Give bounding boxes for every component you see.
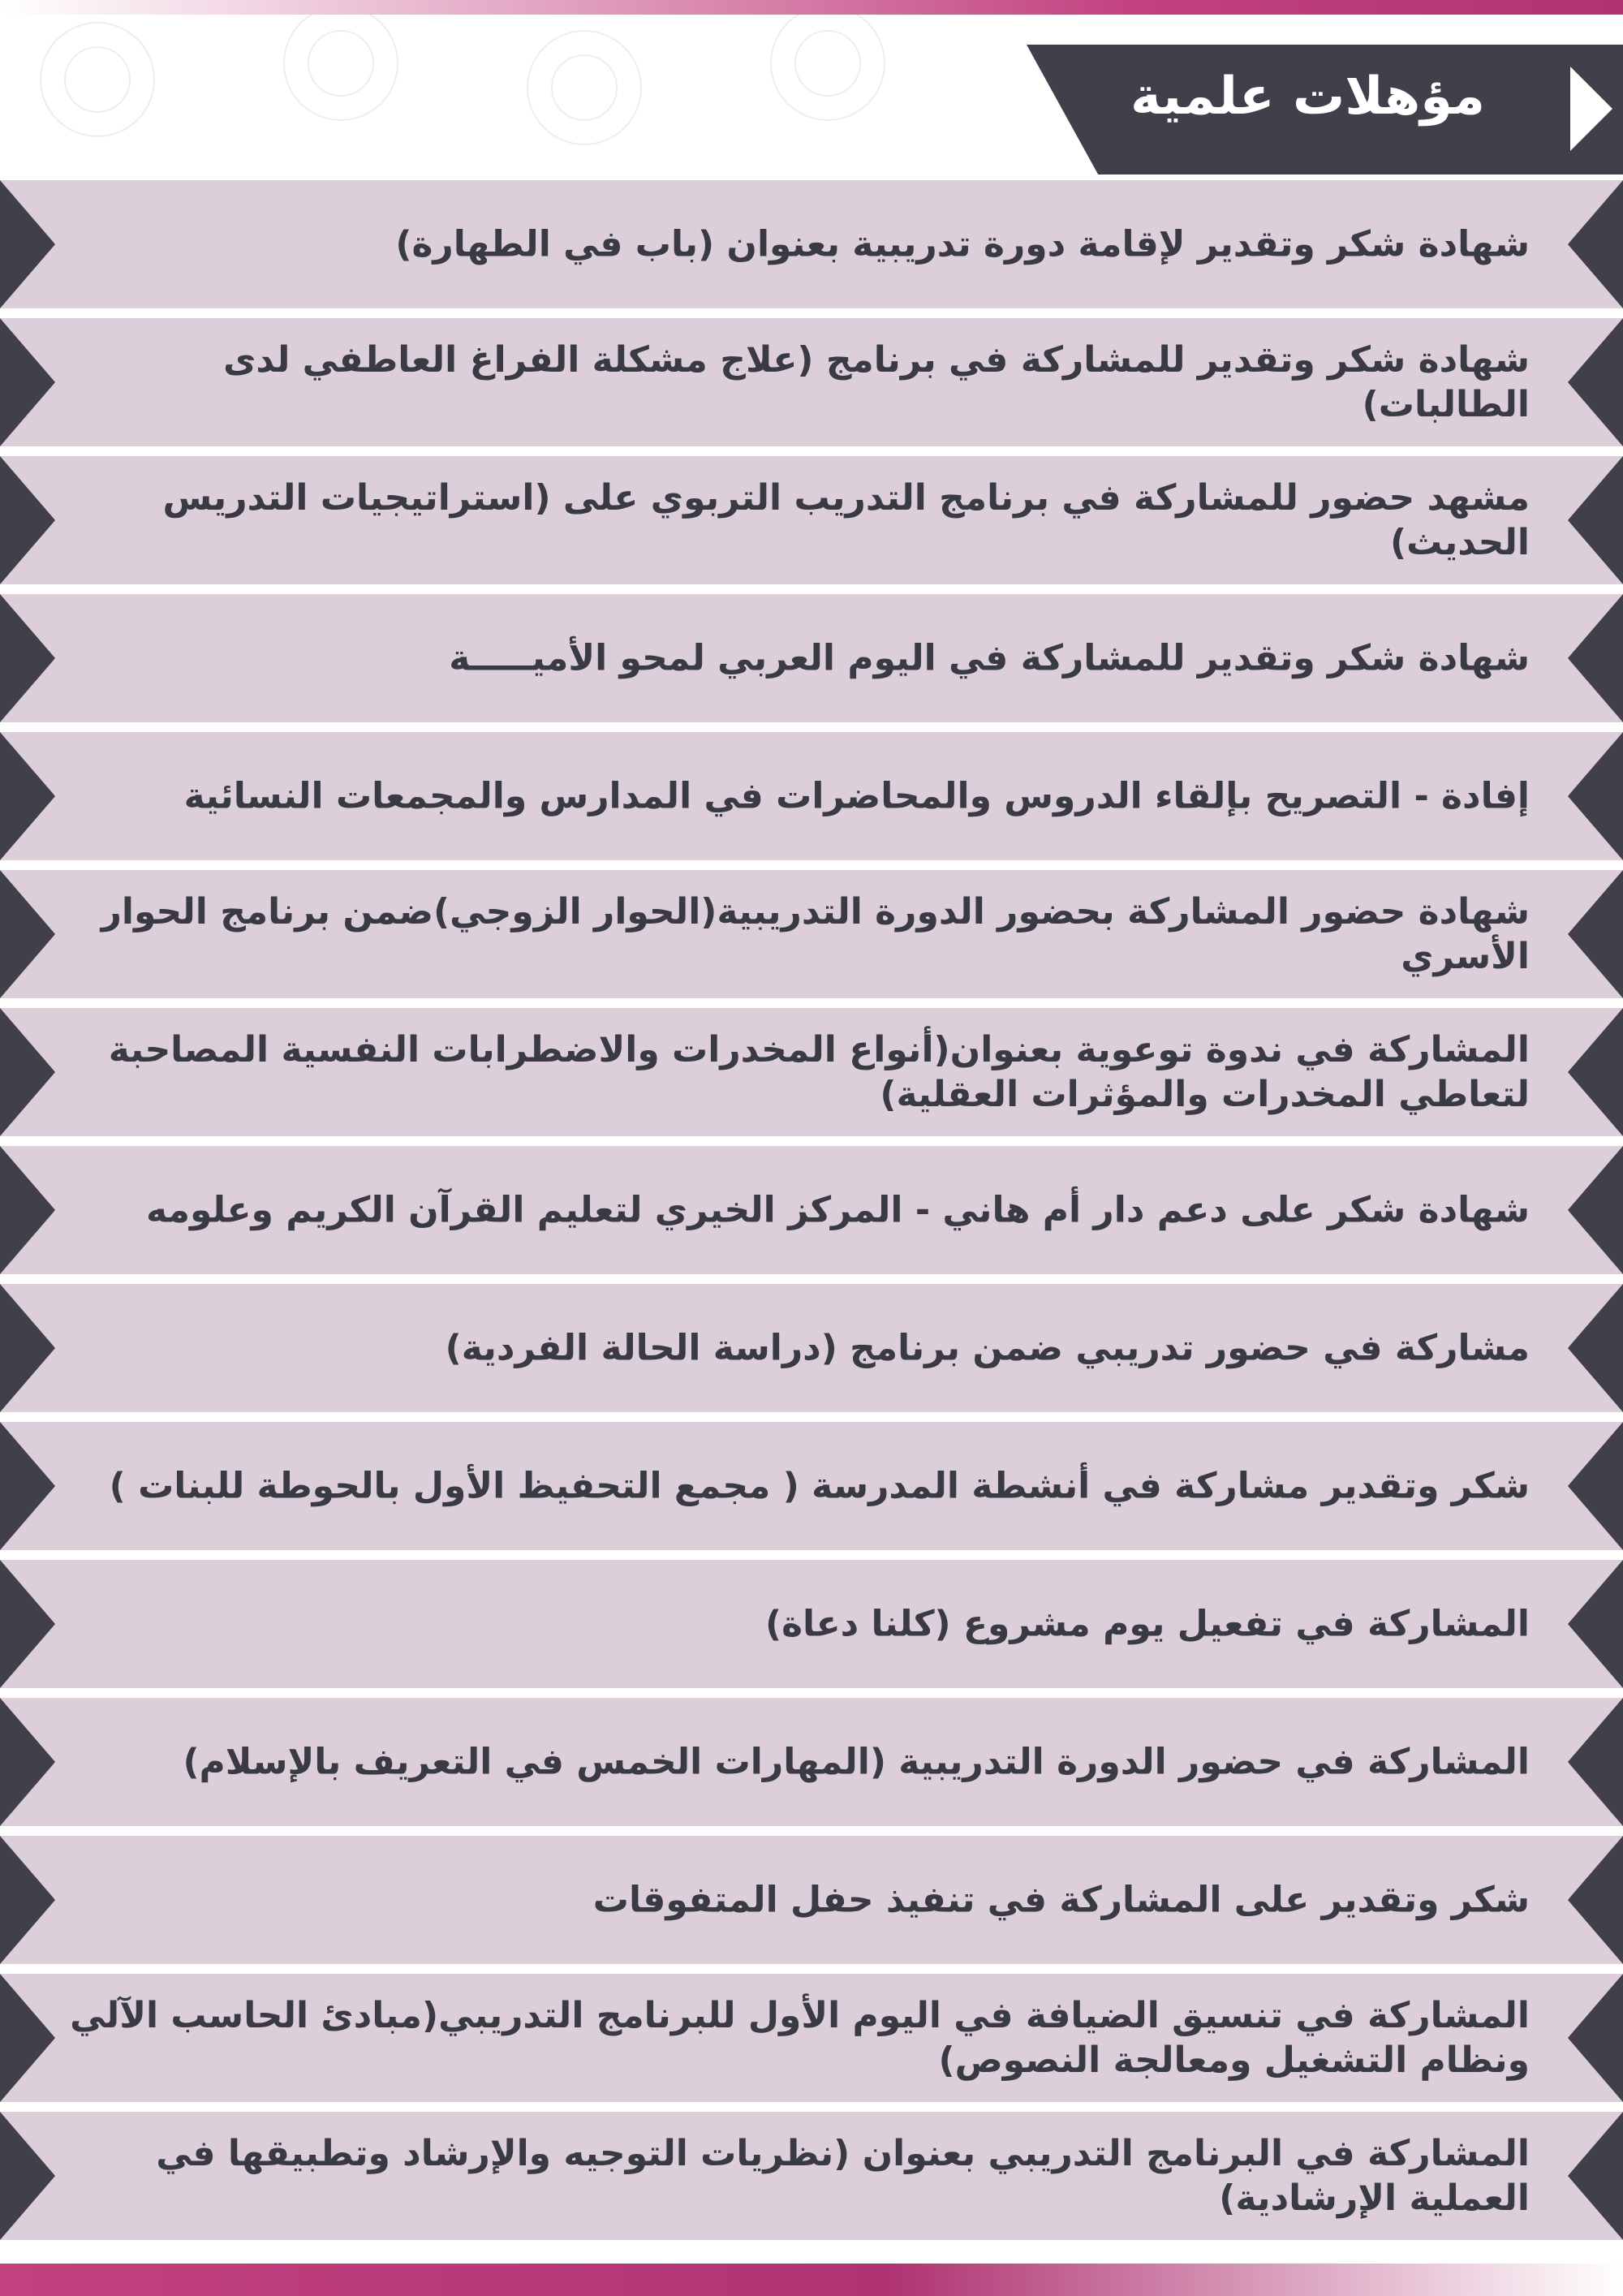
list-item — [0, 1836, 1623, 1964]
chevron-right-icon — [0, 870, 55, 998]
chevron-right-icon — [1570, 67, 1612, 151]
list-item-text: شكر وتقدير مشاركة في أنشطة المدرسة ( مجمع التحفيظ الأول بالحوطة للبنات ) — [109, 1465, 1530, 1507]
list-item-text: شهادة شكر على دعم دار أم هاني - المركز الخيري لتعليم القرآن الكريم وعلومه — [146, 1189, 1530, 1231]
chevron-right-icon — [0, 732, 55, 860]
chevron-left-icon — [1568, 1146, 1623, 1274]
list-item-text: المشاركة في البرنامج التدريبي بعنوان (نظريات التوجيه والإرشاد وتطبيقها في العملية الإرشادية) — [156, 2133, 1530, 2219]
list-item-text: المشاركة في تفعيل يوم مشروع (كلنا دعاة) — [764, 1603, 1530, 1645]
list-item-text: المشاركة في ندوة توعوية بعنوان(أنواع المخدرات والاضطرابات النفسية المصاحبة لتعاطي المخدرات والمؤثرات العقلية) — [108, 1029, 1530, 1115]
chevron-right-icon — [0, 318, 55, 446]
chevron-right-icon — [0, 1284, 55, 1412]
list-item-text: شهادة شكر وتقدير للمشاركة في برنامج (علاج مشكلة الفراغ العاطفي لدى الطالبات) — [223, 339, 1530, 425]
chevron-left-icon — [1568, 1560, 1623, 1688]
list-item — [0, 318, 1623, 446]
page-title: مؤهلات علمية — [1130, 67, 1485, 127]
list-item-text: شهادة شكر وتقدير للمشاركة في اليوم العربي لمحو الأميـــــة — [449, 637, 1530, 679]
chevron-left-icon — [1568, 594, 1623, 722]
chevron-right-icon — [0, 1836, 55, 1964]
chevron-right-icon — [0, 456, 55, 584]
chevron-left-icon — [1568, 870, 1623, 998]
list-item — [0, 1422, 1623, 1550]
chevron-right-icon — [0, 180, 55, 308]
top-accent-band — [0, 0, 1623, 15]
chevron-right-icon — [0, 2112, 55, 2240]
list-item — [0, 1008, 1623, 1136]
chevron-left-icon — [1568, 1284, 1623, 1412]
list-item — [0, 870, 1623, 998]
list-item-text: شهادة شكر وتقدير لإقامة دورة تدريبية بعنوان (باب في الطهارة) — [395, 223, 1530, 265]
list-item — [0, 1698, 1623, 1826]
chevron-left-icon — [1568, 180, 1623, 308]
chevron-right-icon — [0, 1146, 55, 1274]
chevron-left-icon — [1568, 2112, 1623, 2240]
chevron-right-icon — [0, 1008, 55, 1136]
chevron-right-icon — [0, 1974, 55, 2102]
list-item — [0, 180, 1623, 308]
chevron-left-icon — [1568, 1974, 1623, 2102]
chevron-left-icon — [1568, 456, 1623, 584]
list-item-text: المشاركة في حضور الدورة التدريبية (المهارات الخمس في التعريف بالإسلام) — [183, 1741, 1530, 1783]
list-item-text: شكر وتقدير على المشاركة في تنفيذ حفل المتفوقات — [592, 1879, 1530, 1921]
chevron-left-icon — [1568, 1836, 1623, 1964]
chevron-left-icon — [1568, 732, 1623, 860]
bottom-accent-band — [0, 2264, 1623, 2296]
chevron-right-icon — [0, 594, 55, 722]
chevron-right-icon — [0, 1698, 55, 1826]
chevron-left-icon — [1568, 1698, 1623, 1826]
list-item — [0, 1284, 1623, 1412]
list-item — [0, 2112, 1623, 2240]
list-item-text: شهادة حضور المشاركة بحضور الدورة التدريبية(الحوار الزوجي)ضمن برنامج الحوار الأسري — [101, 891, 1530, 977]
list-item-text: مشاركة في حضور تدريبي ضمن برنامج (دراسة الحالة الفردية) — [445, 1327, 1530, 1369]
list-item — [0, 1146, 1623, 1274]
list-item-text: مشهد حضور للمشاركة في برنامج التدريب التربوي على (استراتيجيات التدريس الحديث) — [162, 477, 1530, 563]
list-item-text: إفادة - التصريح بإلقاء الدروس والمحاضرات في المدارس والمجمعات النسائية — [183, 775, 1530, 817]
list-item — [0, 732, 1623, 860]
chevron-left-icon — [1568, 1008, 1623, 1136]
chevron-left-icon — [1568, 318, 1623, 446]
list-item — [0, 594, 1623, 722]
chevron-left-icon — [1568, 1422, 1623, 1550]
list-item — [0, 1560, 1623, 1688]
list-item-text: المشاركة في تنسيق الضيافة في اليوم الأول للبرنامج التدريبي(مبادئ الحاسب الآلي ونظام التشغيل ومعالجة النصوص) — [70, 1995, 1530, 2081]
list-item — [0, 456, 1623, 584]
qualifications-list — [0, 180, 1623, 2250]
chevron-right-icon — [0, 1422, 55, 1550]
list-item — [0, 1974, 1623, 2102]
chevron-right-icon — [0, 1560, 55, 1688]
